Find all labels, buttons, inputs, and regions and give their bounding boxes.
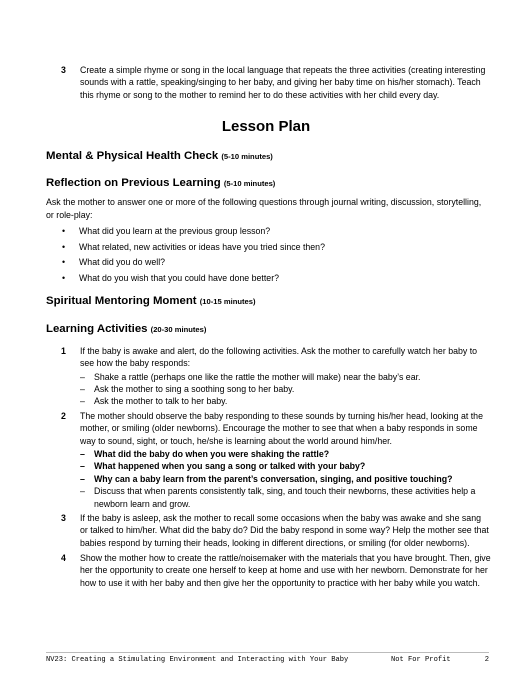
item-text: Create a simple rhyme or song in the local language that repeats the three activities (creating interesting sounds with a rattle, speaking/singing to her baby, and giving her baby time on his/her stomach). Teach this rhyme or song to the mother to remind her to do these activities with her child every day.: [80, 65, 486, 100]
dash-icon: –: [80, 384, 85, 394]
list-item: • What did you learn at the previous group lesson?: [62, 226, 271, 236]
section-heading-health: [46, 150, 273, 162]
item-number: 4: [61, 553, 66, 563]
bullet-icon: •: [62, 241, 66, 252]
page-number: 2: [484, 656, 489, 664]
heading-time: (5-10 minutes): [223, 179, 276, 188]
reflection-intro: Ask the mother to answer one or more of the following questions through journal writing, discussion, storytelling, or role-play:: [46, 197, 482, 220]
list-item: • What related, new activities or ideas have you tried since then?: [62, 241, 325, 252]
dash-icon: –: [80, 371, 85, 382]
reflection-bullet-list: [62, 225, 325, 288]
numbered-item: [61, 410, 491, 510]
page-title: Lesson Plan: [221, 118, 311, 135]
bullet-icon: •: [62, 273, 66, 284]
item-number: 1: [61, 346, 66, 356]
sub-list-item: – What did the baby do when you were shaking the rattle?: [80, 448, 330, 459]
dash-icon: –: [80, 461, 85, 472]
page-footer: [46, 656, 489, 668]
footer-notice: Not For Profit: [391, 656, 451, 664]
heading-time: (20-30 minutes): [150, 325, 207, 334]
sub-list-item: – Why can a baby learn from the parent’s conversation, singing, and positive touching?: [80, 473, 453, 484]
numbered-item: [61, 345, 491, 408]
heading-time: (10-15 minutes): [199, 297, 256, 306]
numbered-item: [61, 552, 491, 589]
heading-text: Mental & Physical Health Check: [46, 150, 219, 162]
section-heading-learning: [46, 323, 206, 335]
sub-list: [80, 371, 491, 408]
list-item: • What did you do well?: [62, 257, 166, 268]
sub-list: [80, 448, 491, 510]
sub-list-item: – Ask the mother to sing a soothing song to her baby.: [80, 384, 295, 394]
sub-list-item: – Discuss that when parents consistently talk, sing, and touch their newborns, these activities help a newborn learn and grow.: [80, 486, 476, 509]
item-number: 2: [61, 411, 66, 421]
item-text: The mother should observe the baby responding to these sounds by turning his/her head, looking at the mother, or smiling (older newborns). Encourage the mother to see that when a baby responds in some way to sound, sight, or touch, he/she is learning about the world around him/her.: [80, 411, 483, 446]
sub-list-item: – What happened when you sang a song or talked with your baby?: [80, 461, 366, 472]
item-text: If the baby is awake and alert, do the following activities. Ask the mother to carefully watch her baby to see how the baby responds:: [80, 346, 478, 369]
dash-icon: –: [80, 396, 85, 407]
heading-text: Learning Activities: [46, 323, 148, 335]
numbered-item: [61, 64, 491, 101]
dash-icon: –: [80, 473, 85, 484]
heading-text: Spiritual Mentoring Moment: [46, 295, 197, 307]
sub-list-item: – Shake a rattle (perhaps one like the rattle the mother will make) near the baby’s ear.: [80, 371, 421, 382]
footer-divider: [46, 652, 489, 653]
dash-icon: –: [80, 448, 85, 459]
section-heading-spiritual: [46, 295, 256, 307]
bullet-icon: •: [62, 257, 66, 268]
footer-title: NV23: Creating a Stimulating Environment and Interacting with Your Baby: [46, 656, 349, 664]
item-text: Show the mother how to create the rattle/noisemaker with the materials that you have brought. Then, give her the opportunity to create one herself to keep at home and use with her newborn. Demonstrate for her how to use it with her baby and then give her the opportunity to practice with her baby while you watch.: [80, 553, 491, 588]
dash-icon: –: [80, 486, 85, 497]
bullet-icon: •: [62, 226, 66, 236]
section-heading-reflection: [46, 177, 275, 189]
item-number: 3: [61, 65, 66, 75]
item-text: If the baby is asleep, ask the mother to recall some occasions when the baby was awake and she sang or talked to him/her. What did the baby do? Did the baby respond in some way? Help the mother see that babies respond by turning their heads, looking in different directions, or smiling (for older newborns).: [80, 513, 489, 548]
item-number: 3: [61, 513, 66, 523]
heading-time: (5-10 minutes): [221, 152, 273, 161]
heading-text: Reflection on Previous Learning: [46, 177, 221, 189]
sub-list-item: – Ask the mother to talk to her baby.: [80, 396, 228, 407]
list-item: • What do you wish that you could have done better?: [62, 273, 280, 284]
numbered-item: [61, 512, 491, 549]
